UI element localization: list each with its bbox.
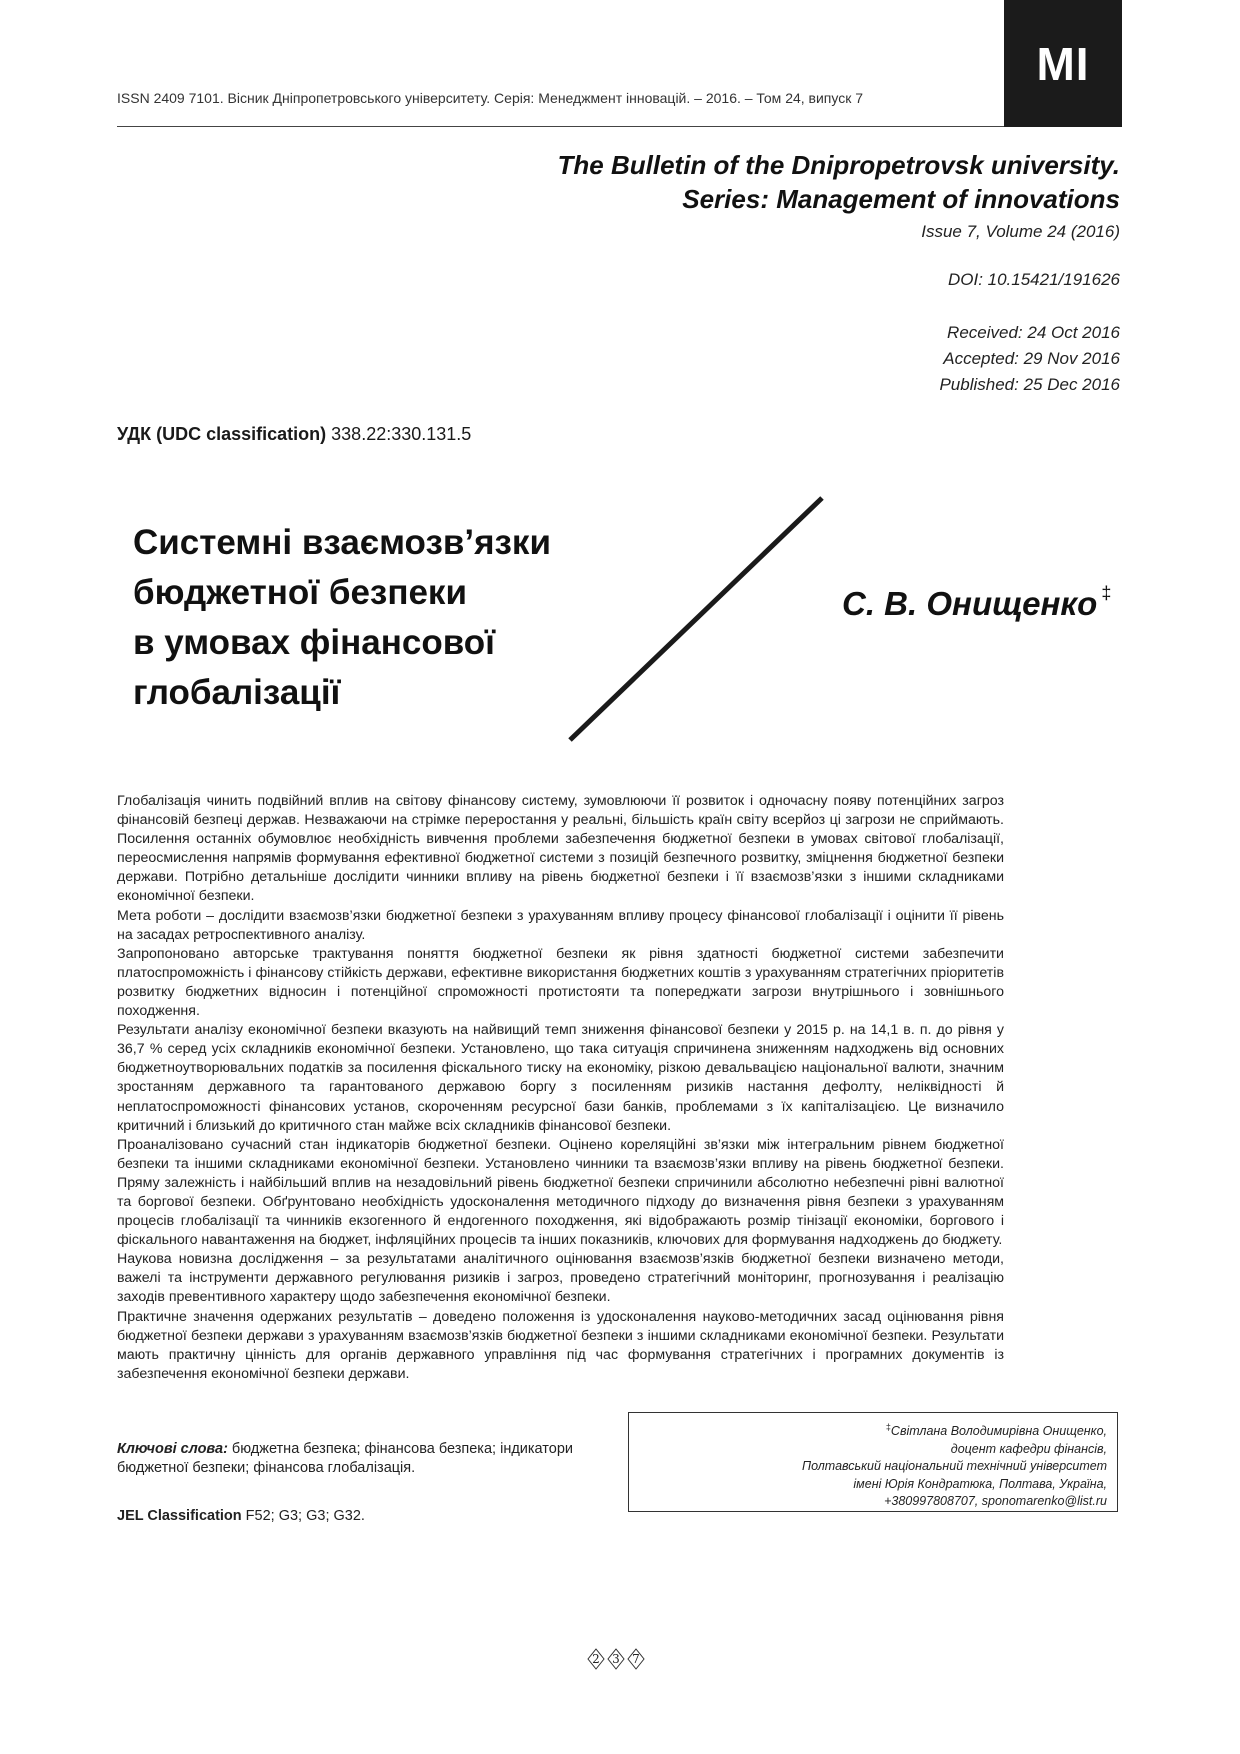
jel-classification [117,1508,365,1524]
keywords [117,1440,617,1478]
article-author [842,583,1111,623]
keywords-value: бюджетна безпека; фінансова безпека; індикатори бюджетної безпеки; фінансова глобалізація. [117,1441,573,1476]
author-footnote-mark: ‡ [1101,583,1112,603]
journal-title [558,148,1120,216]
page-number [587,1648,645,1670]
affiliation-mark: ‡ [885,1422,891,1432]
page-digit [607,1648,625,1670]
affiliation-contact: +380997808707, sponomarenko@list.ru [884,1494,1107,1509]
affiliation-position: доцент кафедри фінансів, [950,1441,1107,1456]
abstract-paragraph: Глобалізація чинить подвійний вплив на світову фінансову систему, зумовлюючи її розвиток і одночасну появу потенційних загроз фінансовій безпеці держав. Незважаючи на стрімке переростання у реальні, більшість країн світу всерйоз ці загрози не сприймають. Посилення останніх обумовлює необхідність вивчення проблеми забезпечення бюджетної безпеки в умовах світової глобалізації, переосмислення напрямів формування ефективної бюджетної системи з позицій безпечного розвитку, зміцнення бюджетної безпеки держави. Потрібно детальніше дослідити чинники впливу на рівень бюджетної безпеки і її взаємозв’язки з іншими складниками економічної безпеки. [117,793,1004,905]
author-name: С. В. Онищенко [842,585,1098,622]
article-title [133,518,573,718]
page-digit [587,1648,605,1670]
abstract-paragraph: Наукова новизна дослідження – за результатами аналітичного оцінювання взаємозв’язків бюджетної безпеки визначено методи, важелі та інструменти державного регулювання ризиків і загроз, проведено стратегічний моніторинг, прогнозування і реалізацію заходів превентивного характеру щодо забезпечення економічної безпеки. [117,1251,1004,1306]
received-date: Received: 24 Oct 2016 [947,323,1120,342]
author-affiliation-box [628,1412,1118,1512]
abstract-paragraph: Практичне значення одержаних результатів – доведено положення із удосконалення науково-методичних засад оцінювання рівня бюджетної безпеки держави з урахуванням взаємозв’язків бюджетної безпеки з іншими складниками економічної безпеки. Результати мають практичну цінність для органів державного управління під час формування стратегічних і програмних документів із забезпечення економічної безпеки держави. [117,1308,1004,1382]
affiliation-university-line-2: імені Юрія Кондратюка, Полтава, Україна, [853,1476,1107,1491]
published-date: Published: 25 Dec 2016 [939,375,1120,394]
article-title-line: в умовах фінансової [133,623,495,662]
journal-title-line-2: Series: Management of innovations [682,184,1120,214]
abstract-paragraph: Мета роботи – дослідити взаємозв’язки бюджетної безпеки з урахуванням впливу процесу фінансової глобалізації і оцінити її рівень на засадах ретроспективного аналізу. [117,907,1004,943]
decorative-slash-line [560,490,860,750]
article-title-line: Системні взаємозв’язки [133,523,551,562]
article-title-line: бюджетної безпеки [133,573,467,612]
page-digit-text: 7 [632,1652,640,1666]
page-digit-text: 2 [592,1652,600,1666]
journal-title-line-1: The Bulletin of the Dnipropetrovsk university. [557,150,1120,180]
udc-value: 338.22:330.131.5 [331,424,472,444]
affiliation-name: Світлана Володимирівна Онищенко, [890,1424,1107,1439]
abstract-paragraph: Результати аналізу економічної безпеки вказують на найвищий темп зниження фінансової безпеки у 2015 р. на 14,1 в. п. до рівня у 36,7 % серед усіх складників економічної безпеки. Установлено, що така ситуація спричинена зниженням надходжень від основних бюджетноутворювальних податків за посилення фіскального тиску на економіку, різкою девальвацією національної валюти, значним зростанням державного та гарантованого державою боргу з посиленням ризиків настання дефолту, неліквідності й неплатоспроможності фінансових установ, скороченням ресурсної бази банків, проблемами з їх капіталізацією. Це визначило критичний і близький до критичного стан майже всіх складників фінансової безпеки. [117,1022,1004,1134]
header-rule [117,126,1005,127]
abstract-paragraph: Запропоновано авторське трактування поняття бюджетної безпеки як рівня здатності бюджетної системи забезпечити платоспроможність і фінансову стійкість держави, ефективне використання бюджетних коштів з урахуванням стратегічних пріоритетів розвитку бюджетних відносин і потенційної спроможності протистояти та попереджати загрози внутрішнього і зовнішнього походження. [117,945,1004,1020]
udc-label: УДК (UDC classification) [117,424,327,444]
accepted-date: Accepted: 29 Nov 2016 [943,349,1120,368]
issue-info: Issue 7, Volume 24 (2016) [921,222,1120,241]
udc-classification [117,424,471,445]
journal-citation-header: ISSN 2409 7101. Вісник Дніпропетровського університету. Серія: Менеджмент інновацій. – 2016. – Том 24, випуск 7 [117,90,864,106]
abstract [117,792,1004,1384]
publication-dates [939,320,1120,398]
page-digit [627,1648,645,1670]
affiliation-name-line [639,1419,1107,1441]
keywords-label: Ключові слова: [117,1441,228,1457]
journal-badge: MI [1004,0,1122,127]
jel-label: JEL Classification [117,1508,242,1524]
jel-value: F52; G3; G3; G32. [241,1508,365,1524]
article-title-line: глобалізації [133,673,341,712]
doi: DOI: 10.15421/191626 [947,270,1120,289]
abstract-paragraph: Проаналізовано сучасний стан індикаторів бюджетної безпеки. Оцінено кореляційні зв’язки між інтегральним рівнем бюджетної безпеки та іншими складниками економічної безпеки. Установлено чинники та взаємозв’язки впливу на рівень бюджетної безпеки. Пряму залежність і найбільший вплив на незадовільний рівень бюджетної безпеки спричинили абсолютно небезпечні рівні валютної та боргової безпеки. Обґрунтовано необхідність удосконалення методичного підходу до визначення рівня безпеки з урахуванням процесів глобалізації та чинників екзогенного й ендогенного походження, які відображають розмір тінізації економіки, боргового і фіскального навантаження на бюджет, інфляційних процесів та інших показників, ключових для формування надходжень до бюджету. [117,1136,1004,1249]
affiliation-university: Полтавський національний технічний університет [802,1459,1107,1474]
page-digit-text: 3 [612,1652,620,1666]
